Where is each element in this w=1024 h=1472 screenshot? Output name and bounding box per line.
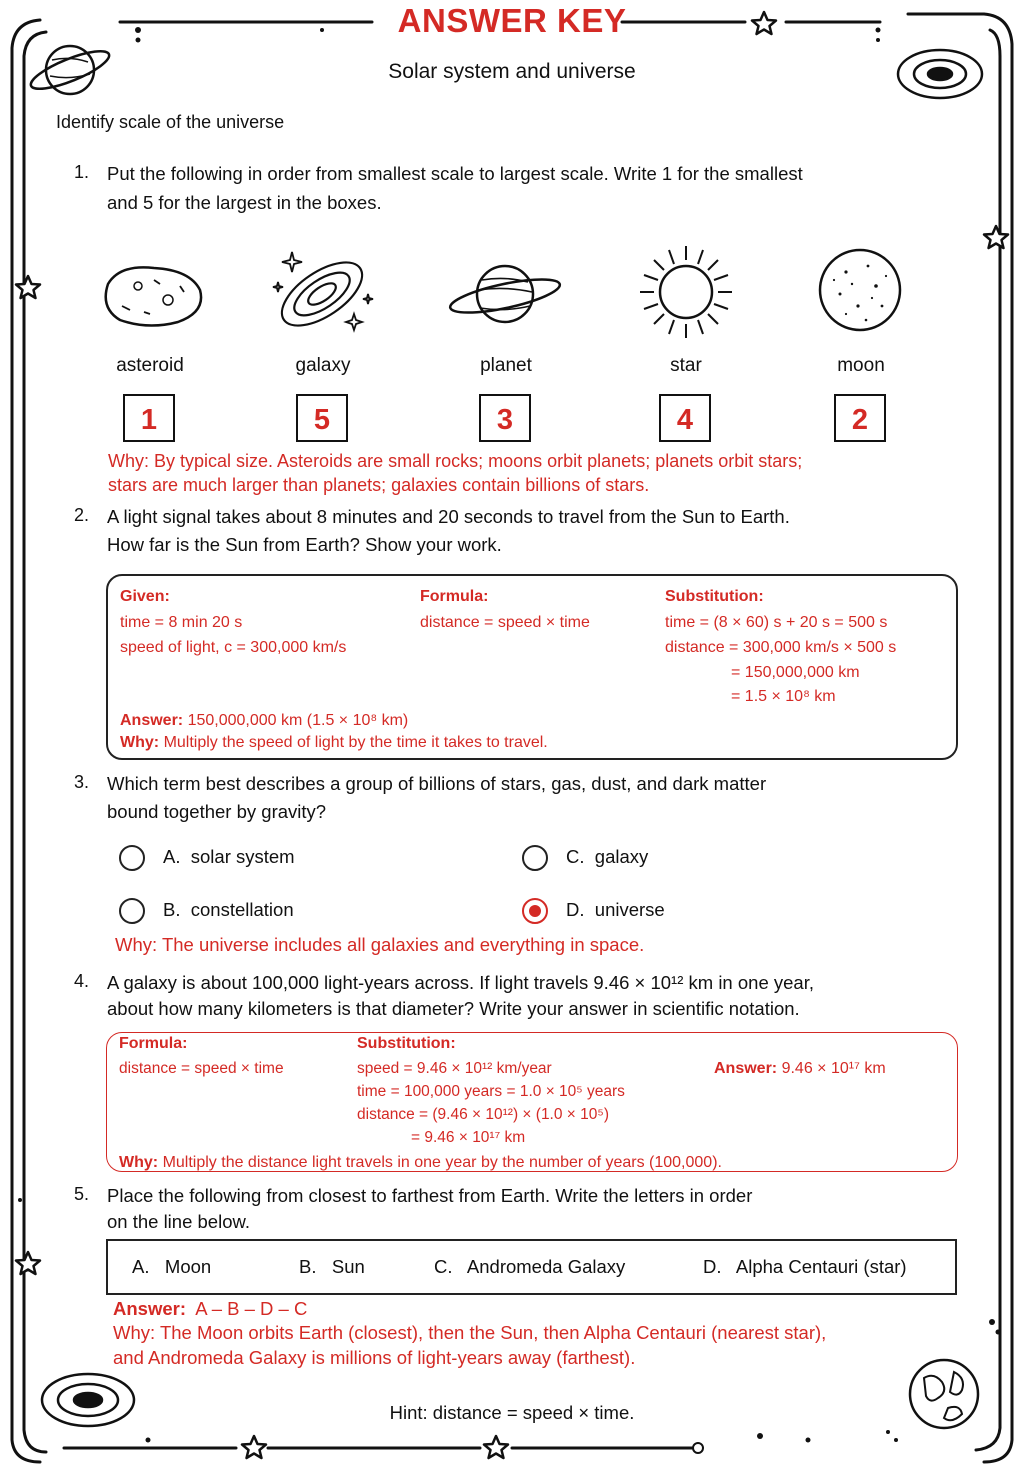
- q5-answer: [113, 1297, 307, 1321]
- q2-given-1: time = 8 min 20 s: [120, 614, 243, 631]
- label-moon: moon: [837, 355, 885, 376]
- q5-item-c: [434, 1256, 625, 1278]
- q4-substitution-head: Substitution:: [357, 1035, 456, 1052]
- question-5-text-line2: on the line below.: [107, 1211, 250, 1232]
- radio-option-d-selected[interactable]: [522, 898, 548, 924]
- label-asteroid: asteroid: [116, 355, 184, 376]
- q4-answer: [714, 1056, 886, 1081]
- option-a[interactable]: [163, 846, 295, 868]
- option-d-text: universe: [594, 899, 665, 920]
- q5-item-d: [703, 1256, 907, 1278]
- q4-substitution-1: speed = 9.46 × 10¹² km/year: [357, 1060, 552, 1077]
- question-5-number: 5.: [74, 1184, 90, 1204]
- section-heading: Identify scale of the universe: [56, 112, 285, 132]
- label-galaxy: galaxy: [295, 355, 351, 376]
- question-1-number: 1.: [74, 162, 90, 182]
- question-2-text-line2: How far is the Sun from Earth? Show your work.: [107, 534, 502, 555]
- q5-item-b-letter: B.: [299, 1256, 317, 1277]
- q2-why-head: Why:: [120, 734, 160, 751]
- q2-substitution-2: distance = 300,000 km/s × 500 s: [665, 639, 897, 656]
- question-4-text-line2: about how many kilometers is that diameter? Write your answer in scientific notation.: [107, 998, 800, 1019]
- footer-hint: Hint: distance = speed × time.: [389, 1402, 635, 1423]
- galaxy-icon: [268, 248, 376, 336]
- q2-formula-head: Formula:: [420, 588, 489, 605]
- question-1-text-line2: and 5 for the largest in the boxes.: [107, 192, 382, 213]
- worksheet-subtitle: Solar system and universe: [388, 60, 636, 83]
- q2-substitution-head: Substitution:: [665, 588, 764, 605]
- answer-box-star[interactable]: 4: [659, 394, 711, 442]
- q2-formula: distance = speed × time: [420, 614, 590, 631]
- star-sun-icon: [636, 244, 736, 340]
- q2-given-head: Given:: [120, 588, 170, 605]
- q4-why-head: Why:: [119, 1154, 159, 1171]
- radio-option-c[interactable]: [522, 845, 548, 871]
- option-d-letter: D.: [566, 899, 585, 920]
- option-c-letter: C.: [566, 846, 585, 867]
- question-2-number: 2.: [74, 505, 90, 525]
- option-b-text: constellation: [190, 899, 294, 920]
- radio-option-a[interactable]: [119, 845, 145, 871]
- option-b-letter: B.: [163, 899, 181, 920]
- answer-key-title: ANSWER KEY: [397, 2, 627, 39]
- option-c[interactable]: [566, 846, 648, 868]
- q4-why-text: Multiply the distance light travels in one year by the number of years (100,000).: [162, 1154, 722, 1171]
- q2-given-2: speed of light, c = 300,000 km/s: [120, 639, 347, 656]
- label-planet: planet: [480, 355, 532, 376]
- option-d[interactable]: [566, 899, 665, 921]
- radio-option-b[interactable]: [119, 898, 145, 924]
- q1-why-line1: Why: By typical size. Asteroids are small rocks; moons orbit planets; planets orbit stars;: [108, 451, 803, 471]
- q5-why-line2: and Andromeda Galaxy is millions of light-years away (farthest).: [113, 1347, 636, 1368]
- option-b[interactable]: [163, 899, 294, 921]
- answer-box-asteroid[interactable]: 1: [123, 394, 175, 442]
- moon-icon: [816, 246, 904, 334]
- q2-substitution-4: = 1.5 × 10⁸ km: [731, 688, 836, 705]
- q5-item-d-text: Alpha Centauri (star): [735, 1256, 907, 1277]
- option-a-letter: A.: [163, 846, 181, 867]
- q5-item-a-letter: A.: [132, 1256, 150, 1277]
- question-1-text-line1: Put the following in order from smallest scale to largest scale. Write 1 for the smallest: [107, 163, 803, 184]
- q5-item-c-letter: C.: [434, 1256, 453, 1277]
- answer-box-moon[interactable]: 2: [834, 394, 886, 442]
- option-a-text: solar system: [190, 846, 295, 867]
- q4-answer-value: 9.46 × 10¹⁷ km: [781, 1060, 886, 1077]
- q5-item-c-text: Andromeda Galaxy: [466, 1256, 626, 1277]
- question-5-text-line1: Place the following from closest to farthest from Earth. Write the letters in order: [107, 1185, 753, 1206]
- q5-item-b-text: Sun: [331, 1256, 365, 1277]
- q5-answer-value: A – B – D – C: [195, 1298, 308, 1319]
- q2-answer-value: 150,000,000 km (1.5 × 10⁸ km): [187, 712, 409, 729]
- question-2-text-line1: A light signal takes about 8 minutes and 20 seconds to travel from the Sun to Earth.: [107, 506, 790, 527]
- q5-item-a-text: Moon: [164, 1256, 212, 1277]
- q4-substitution-3: distance = (9.46 × 10¹²) × (1.0 × 10⁵): [357, 1106, 609, 1123]
- q4-formula: distance = speed × time: [119, 1060, 284, 1077]
- q4-substitution-2: time = 100,000 years = 1.0 × 10⁵ years: [357, 1083, 625, 1100]
- q1-why-line2: stars are much larger than planets; galaxies contain billions of stars.: [108, 475, 650, 495]
- q5-answer-head: Answer:: [113, 1298, 186, 1319]
- q2-answer-head: Answer:: [120, 712, 184, 729]
- answer-box-planet[interactable]: 3: [479, 394, 531, 442]
- q2-why-text: Multiply the speed of light by the time it takes to travel.: [163, 734, 548, 751]
- q4-answer-head: Answer:: [714, 1060, 778, 1077]
- answer-box-galaxy[interactable]: 5: [296, 394, 348, 442]
- q4-why: [119, 1150, 722, 1175]
- label-star: star: [670, 355, 702, 376]
- question-3-text-line2: bound together by gravity?: [107, 801, 327, 822]
- q2-why: [120, 730, 548, 755]
- option-c-text: galaxy: [594, 846, 649, 867]
- asteroid-icon: [98, 256, 208, 332]
- q5-why-line1: Why: The Moon orbits Earth (closest), then the Sun, then Alpha Centauri (nearest star),: [113, 1322, 827, 1343]
- q2-substitution-3: = 150,000,000 km: [731, 664, 860, 681]
- q4-formula-head: Formula:: [119, 1035, 188, 1052]
- planet-icon: [446, 256, 564, 332]
- q5-item-d-letter: D.: [703, 1256, 722, 1277]
- q5-item-a: [132, 1256, 211, 1278]
- question-4-text-line1: A galaxy is about 100,000 light-years across. If light travels 9.46 × 10¹² km in one year,: [107, 972, 814, 993]
- q5-item-b: [299, 1256, 365, 1278]
- q3-why: Why: The universe includes all galaxies and everything in space.: [115, 934, 645, 955]
- q4-substitution-4: = 9.46 × 10¹⁷ km: [411, 1129, 526, 1146]
- question-4-number: 4.: [74, 971, 90, 991]
- question-3-number: 3.: [74, 772, 90, 792]
- question-3-text-line1: Which term best describes a group of billions of stars, gas, dust, and dark matter: [107, 773, 767, 794]
- q2-substitution-1: time = (8 × 60) s + 20 s = 500 s: [665, 614, 888, 631]
